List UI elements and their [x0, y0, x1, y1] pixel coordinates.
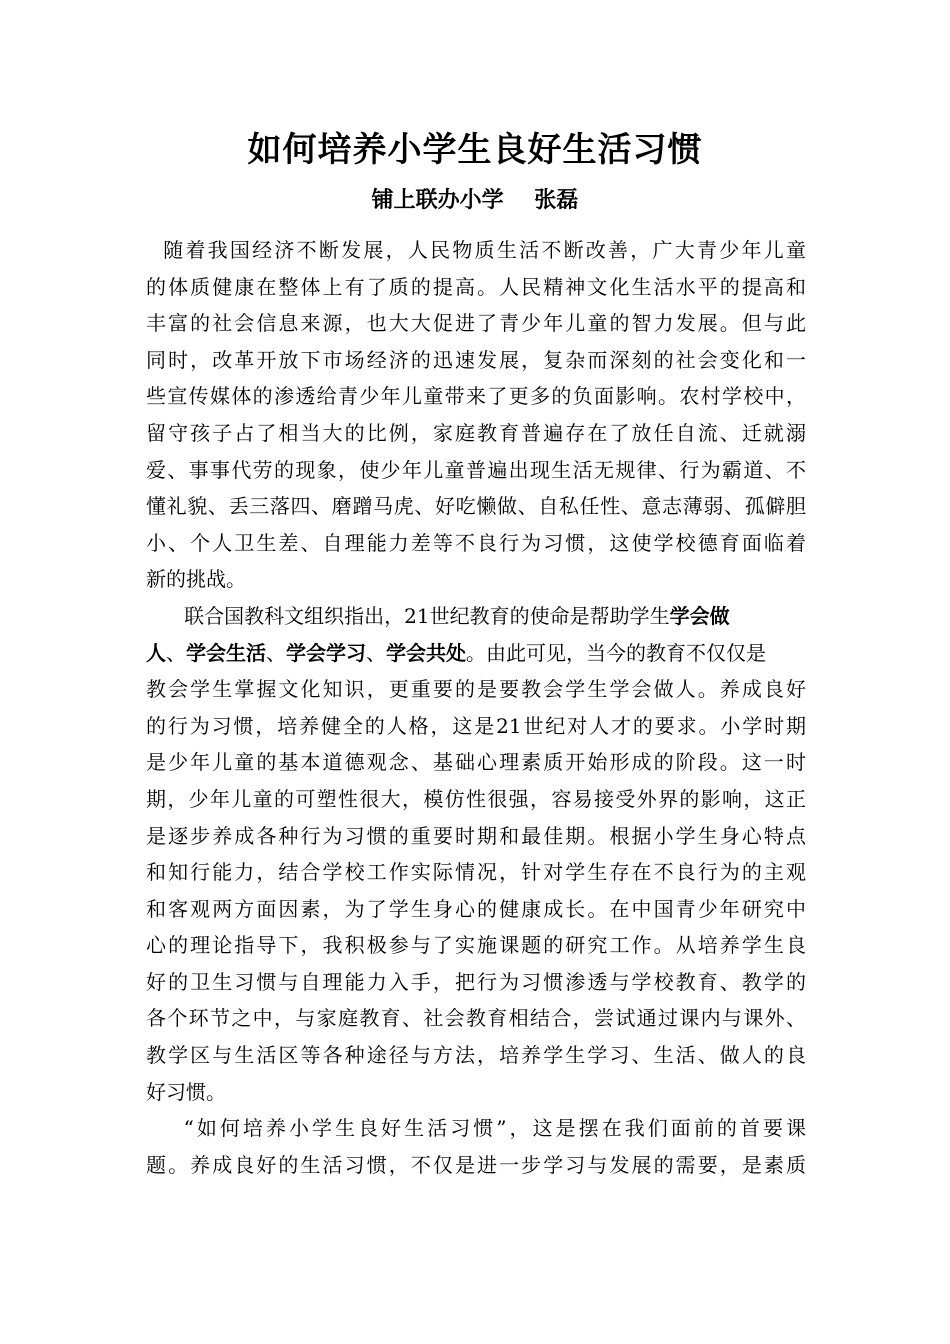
paragraph-line-mixed: [146, 635, 806, 672]
paragraph-line: 小、个人卫生差、自理能力差等不良行为习惯，这使学校德育面临着: [146, 530, 806, 555]
paragraph-line: 好的卫生习惯与自理能力入手，把行为习惯渗透与学校教育、教学的: [146, 969, 806, 994]
paragraph-line-mixed: [146, 598, 806, 635]
document-body: [146, 232, 806, 1183]
paragraph-line: 心的理论指导下，我积极参与了实施课题的研究工作。从培养学生良: [146, 933, 806, 958]
paragraph-line: 好习惯。: [146, 1079, 226, 1104]
paragraph-line: “如何培养小学生良好生活习惯”，这是摆在我们面前的首要课: [146, 1116, 806, 1141]
text-run: 、: [166, 640, 186, 665]
document-title: 如何培养小学生良好生活习惯: [247, 130, 703, 170]
paragraph-2: [146, 598, 806, 1110]
paragraph-line: 教会学生掌握文化知识，更重要的是要教会学生学会做人。养成良好: [146, 677, 806, 702]
text-run: 、: [366, 640, 386, 665]
bold-text-run: 人: [146, 640, 166, 665]
paragraph-line: 留守孩子占了相当大的比例，家庭教育普遍存在了放任自流、迁就溺: [146, 420, 806, 445]
bold-text-run: 学会共处: [386, 640, 466, 665]
bold-text-run: 学会生活: [186, 640, 266, 665]
paragraph-line: 是少年儿童的基本道德观念、基础心理素质开始形成的阶段。这一时: [146, 750, 806, 775]
paragraph-line: 丰富的社会信息来源，也大大促进了青少年儿童的智力发展。但与此: [146, 311, 806, 336]
paragraph-line: 期，少年儿童的可塑性很大，模仿性很强，容易接受外界的影响，这正: [146, 786, 806, 811]
paragraph-line: 新的挑战。: [146, 567, 246, 592]
paragraph-line: 是逐步养成各种行为习惯的重要时期和最佳期。根据小学生身心特点: [146, 823, 806, 848]
bold-text-run: 学会学习: [286, 640, 366, 665]
paragraph-line: 爱、事事代劳的现象，使少年儿童普遍出现生活无规律、行为霸道、不: [146, 457, 806, 482]
paragraph-line: 懂礼貌、丢三落四、磨蹭马虎、好吃懒做、自私任性、意志薄弱、孤僻胆: [146, 494, 806, 519]
paragraph-line: 些宣传媒体的渗透给青少年儿童带来了更多的负面影响。农村学校中，: [146, 384, 806, 409]
text-run: 联合国教科文组织指出，21世纪教育的使命是帮助学生: [146, 603, 670, 628]
paragraph-line: 和客观两方面因素，为了学生身心的健康成长。在中国青少年研究中: [146, 896, 806, 921]
bold-text-run: 学会做: [669, 603, 730, 628]
paragraph-line: 和知行能力，结合学校工作实际情况，针对学生存在不良行为的主观: [146, 860, 806, 885]
paragraph-line: 的体质健康在整体上有了质的提高。人民精神文化生活水平的提高和: [146, 274, 806, 299]
paragraph-line: 教学区与生活区等各种途径与方法，培养学生学习、生活、做人的良: [146, 1043, 806, 1068]
document-author: 铺上联办小学 张磊: [371, 188, 579, 213]
text-run: 、: [266, 640, 286, 665]
paragraph-line: 题。养成良好的生活习惯，不仅是进一步学习与发展的需要，是素质: [146, 1152, 806, 1177]
text-run: 。由此可见，当今的教育不仅仅是: [466, 640, 766, 665]
paragraph-3: [146, 1110, 806, 1183]
paragraph-line: 的行为习惯，培养健全的人格，这是21世纪对人才的要求。小学时期: [146, 713, 806, 738]
paragraph-1: [146, 232, 806, 598]
paragraph-line: 随着我国经济不断发展，人民物质生活不断改善，广大青少年儿童: [146, 238, 806, 262]
paragraph-line: 同时，改革开放下市场经济的迅速发展，复杂而深刻的社会变化和一: [146, 347, 806, 372]
paragraph-line: 各个环节之中，与家庭教育、社会教育相结合，尝试通过课内与课外、: [146, 1006, 806, 1031]
